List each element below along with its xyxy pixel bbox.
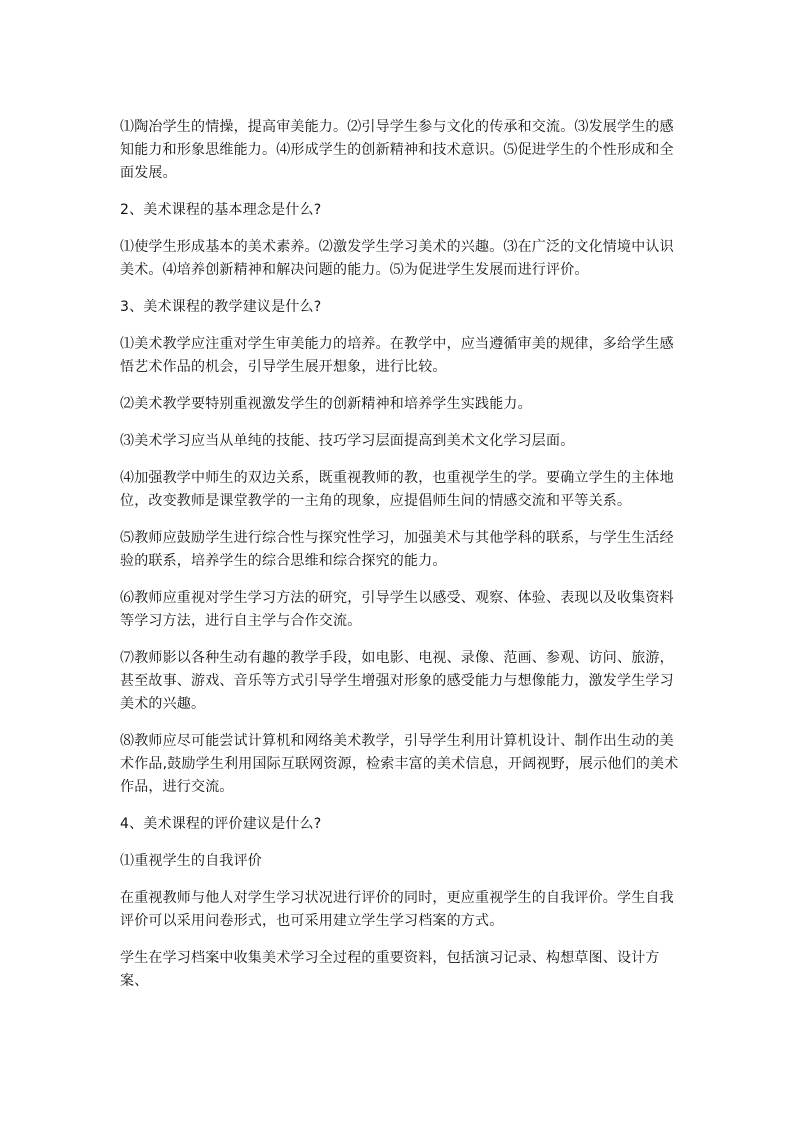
heading-teaching-suggestions: 3、美术课程的教学建议是什么?: [120, 299, 322, 315]
paragraph-suggestion-6: ⑹教师应重视对学生学习方法的研究，引导学生以感受、观察、体验、表现以及收集资料等学习方法，进行自主学与合作交流。: [120, 590, 674, 629]
paragraph-learning-portfolio: 学生在学习档案中收集美术学习全过程的重要资料，包括演习记录、构想草图、设计方案、: [120, 950, 660, 989]
heading-evaluation-suggestions: 4、美术课程的评价建议是什么?: [120, 816, 322, 832]
paragraph-self-evaluation: 在重视教师与他人对学生学习状况进行评价的同时，更应重视学生的自我评价。学生自我评价可以采用问卷形式，也可采用建立学生学习档案的方式。: [120, 890, 674, 929]
paragraph-suggestion-4: ⑷加强教学中师生的双边关系，既重视教师的教，也重视学生的学。要确立学生的主体地位，改变教师是课堂教学的一主角的现象，应提倡师生间的情感交流和平等关系。: [120, 470, 674, 509]
subheading-self-evaluation: ⑴重视学生的自我评价: [120, 853, 262, 869]
paragraph-suggestion-1: ⑴美术教学应注重对学生审美能力的培养。在教学中，应当遵循审美的规律，多给学生感悟艺术作品的机会，引导学生展开想象，进行比较。: [120, 336, 674, 375]
paragraph-suggestion-5: ⑸教师应鼓励学生进行综合性与探究性学习，加强美术与其他学科的联系，与学生生活经验的联系，培养学生的综合思维和综合探究的能力。: [120, 530, 674, 569]
paragraph-basic-concepts: ⑴使学生形成基本的美术素养。⑵激发学生学习美术的兴趣。⑶在广泛的文化情境中认识美术。⑷培养创新精神和解决问题的能力。⑸为促进学生发展而进行评价。: [120, 239, 674, 278]
paragraph-suggestion-3: ⑶美术学习应当从单纯的技能、技巧学习层面提高到美术文化学习层面。: [120, 433, 575, 449]
paragraph-suggestion-8: ⑻教师应尽可能尝试计算机和网络美术教学，引导学生利用计算机设计、制作出生动的美术作品,鼓励学生利用国际互联网资源，检索丰富的美术信息，开阔视野，展示他们的美术作品，进行交流。: [120, 733, 679, 795]
paragraph-goals: ⑴陶冶学生的情操，提高审美能力。⑵引导学生参与文化的传承和交流。⑶发展学生的感知能力和形象思维能力。⑷形成学生的创新精神和技术意识。⑸促进学生的个性形成和全面发展。: [120, 119, 674, 181]
paragraph-suggestion-2: ⑵美术教学要特别重视激发学生的创新精神和培养学生实践能力。: [120, 396, 532, 412]
heading-basic-concepts: 2、美术课程的基本理念是什么?: [120, 202, 322, 218]
paragraph-suggestion-7: ⑺教师影以各种生动有趣的教学手段，如电影、电视、录像、范画、参观、访问、旅游，甚至故事、游戏、音乐等方式引导学生增强对形象的感受能力与想像能力，激发学生学习美术的兴趣。: [120, 650, 674, 712]
document-body: [120, 116, 680, 993]
